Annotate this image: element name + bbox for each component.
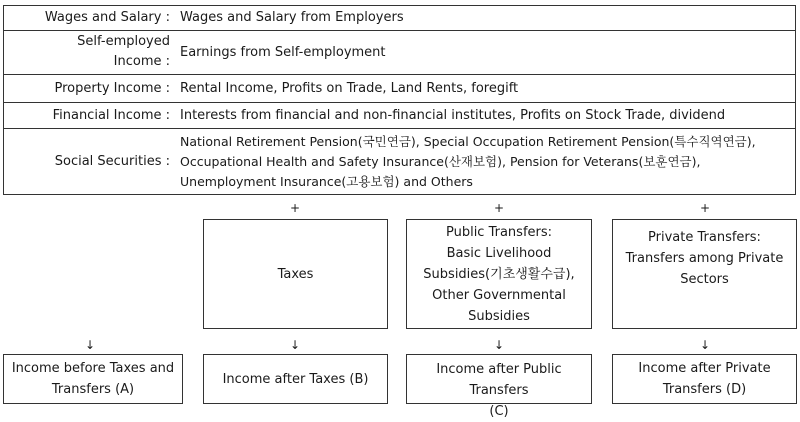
value-financial: Interests from financial and non-financial institutes, Profits on Stock Trade, dividend — [180, 108, 726, 123]
public-transfers-line1: Public Transfers: — [445, 224, 553, 240]
label-self-employed-2: Income : — [113, 54, 170, 69]
value-social-line2: Occupational Health and Safety Insurance(산재보험), Pension for Veterans(보훈연금), — [180, 154, 701, 169]
row-wages — [3, 5, 796, 31]
result-b-line1: Income after Taxes (B) — [222, 371, 369, 387]
plus-symbol-taxes: + — [289, 201, 301, 215]
arrow-down-icon-d: ↓ — [699, 338, 711, 352]
taxes-box — [203, 219, 388, 329]
private-transfers-box — [612, 219, 797, 329]
value-property: Rental Income, Profits on Trade, Land Rents, foregift — [180, 81, 519, 96]
row-property — [3, 74, 796, 103]
row-social-securities — [3, 128, 796, 195]
label-property: Property Income : — [54, 81, 170, 96]
public-transfers-line3: Subsidies(기초생활수급), — [423, 266, 575, 282]
value-self-employed: Earnings from Self-employment — [180, 45, 386, 60]
plus-symbol-public: + — [493, 201, 505, 215]
arrow-down-icon-a: ↓ — [84, 338, 96, 352]
result-box-a — [3, 354, 183, 404]
value-social-line3: Unemployment Insurance(고용보험) and Others — [180, 174, 473, 189]
public-transfers-line2: Basic Livelihood — [446, 245, 552, 261]
row-self-employed — [3, 30, 796, 75]
value-wages: Wages and Salary from Employers — [180, 10, 404, 25]
result-c-line1: Income after Public Transfers — [436, 362, 562, 398]
value-social-line1: National Retirement Pension(국민연금), Special Occupation Retirement Pension(특수직역연금), — [180, 134, 756, 149]
result-box-d — [612, 354, 797, 404]
result-d-line1: Income after Private — [638, 361, 771, 376]
result-a-line2: Transfers (A) — [51, 382, 135, 397]
label-wages: Wages and Salary : — [44, 10, 170, 25]
arrow-down-icon-c: ↓ — [493, 338, 505, 352]
result-c-line2: (C) — [489, 404, 509, 419]
label-self-employed-1: Self-employed — [77, 34, 170, 49]
plus-symbol-private: + — [699, 201, 711, 215]
result-box-c — [406, 354, 592, 419]
private-transfers-line1: Private Transfers: — [648, 230, 761, 245]
label-social-securities: Social Securities : — [54, 154, 170, 169]
result-box-b — [203, 354, 388, 404]
result-a-line1: Income before Taxes and — [11, 361, 175, 376]
row-financial — [3, 102, 796, 129]
result-d-line2: Transfers (D) — [662, 382, 747, 397]
public-transfers-line4: Other Governmental — [432, 287, 566, 303]
private-transfers-line2: Transfers among Private — [625, 251, 784, 266]
arrow-down-icon-b: ↓ — [289, 338, 301, 352]
public-transfers-line5: Subsidies — [468, 308, 530, 324]
public-transfers-box — [406, 219, 592, 329]
private-transfers-line3: Sectors — [680, 272, 729, 287]
taxes-label: Taxes — [277, 266, 314, 282]
label-financial: Financial Income : — [52, 108, 170, 123]
